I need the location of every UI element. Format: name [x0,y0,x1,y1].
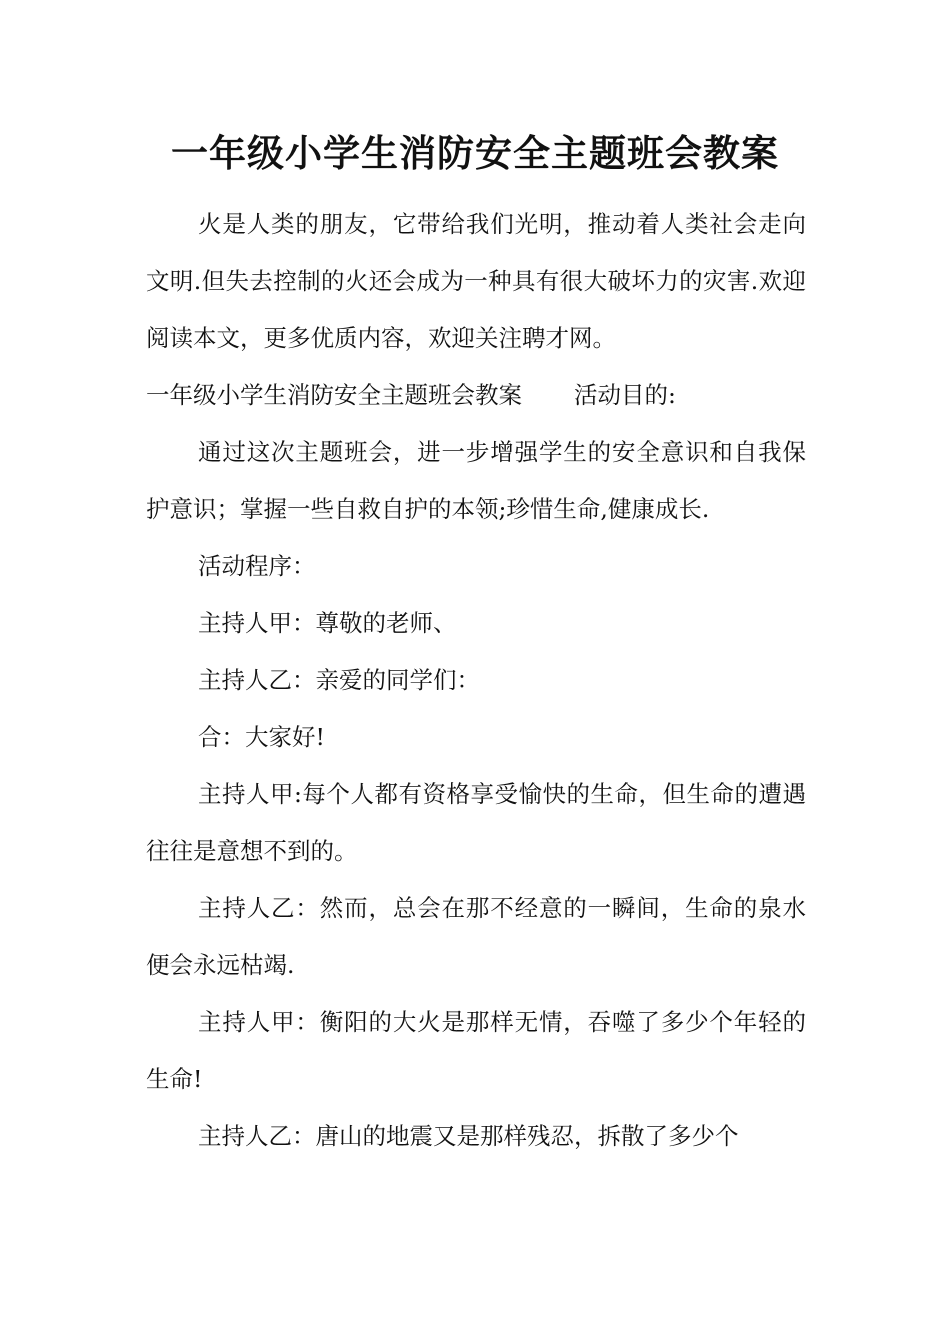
heading-line [146,367,806,424]
paragraph-purpose: 通过这次主题班会，进一步增强学生的安全意识和自我保护意识；掌握一些自救自护的本领;珍惜生命,健康成长. [146,438,806,523]
paragraph-host-a-fire: 主持人甲：衡阳的大火是那样无情，吞噬了多少个年轻的生命! [146,1008,806,1093]
document-title: 一年级小学生消防安全主题班会教案 [171,131,779,175]
paragraph-host-b-moment: 主持人乙：然而，总会在那不经意的一瞬间，生命的泉水便会永远枯竭. [146,894,806,979]
paragraph-host-a-greeting: 主持人甲：尊敬的老师、 [198,609,457,637]
document-body [146,196,806,1165]
heading-line-right: 活动目的: [574,381,676,409]
paragraph-together: 合：大家好! [198,723,325,751]
paragraph-host-b-earthquake: 主持人乙：唐山的地震又是那样残忍，拆散了多少个 [198,1122,739,1150]
paragraph-host-a-life: 主持人甲:每个人都有资格享受愉快的生命，但生命的遭遇往往是意想不到的。 [146,780,806,865]
paragraph-host-b-greeting: 主持人乙：亲爱的同学们： [198,666,480,694]
paragraph-procedure-heading: 活动程序： [198,552,316,580]
heading-line-left: 一年级小学生消防安全主题班会教案 [146,381,522,409]
intro-paragraph: 火是人类的朋友，它带给我们光明，推动着人类社会走向文明.但失去控制的火还会成为一种具有很大破坏力的灾害.欢迎阅读本文，更多优质内容，欢迎关注聘才网。 [146,210,806,352]
